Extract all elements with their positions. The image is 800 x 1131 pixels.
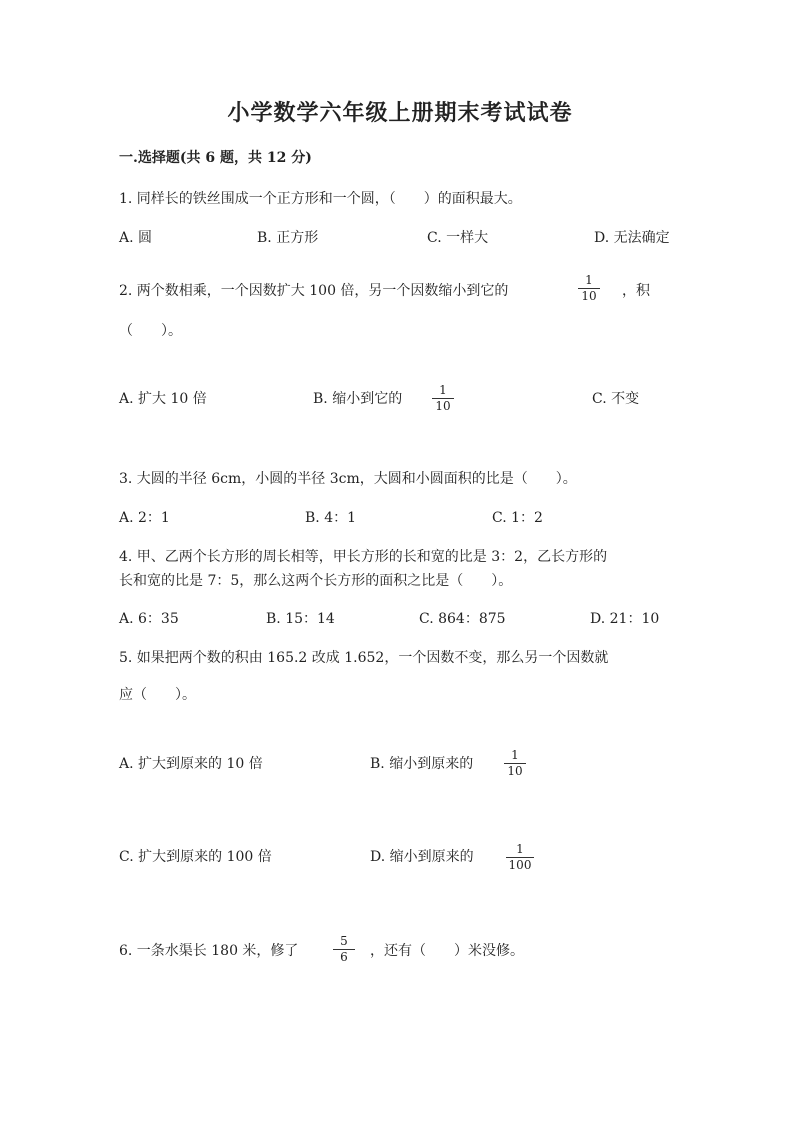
question-4-option-b: B. 15：14 [266, 611, 335, 627]
fraction-denominator: 10 [435, 399, 451, 413]
fraction-numerator: 1 [516, 842, 524, 856]
fraction-denominator: 100 [508, 858, 532, 872]
question-4-option-c: C. 864：875 [419, 611, 506, 627]
question-5-stem-line1: 5. 如果把两个数的积由 165.2 改成 1.652，一个因数不变，那么另一个因数就 [119, 650, 609, 666]
fraction-numerator: 1 [585, 273, 593, 287]
question-2-option-b-fraction [428, 384, 458, 413]
question-5-option-d: D. 缩小到原来的 [370, 849, 474, 865]
question-5-option-c: C. 扩大到原来的 100 倍 [119, 849, 272, 865]
question-2-stem-line2: （ ）。 [119, 323, 182, 339]
question-5-option-d-fraction [502, 843, 538, 872]
question-4-stem-line1: 4. 甲、乙两个长方形的周长相等，甲长方形的长和宽的比是 3：2，乙长方形的 [119, 549, 608, 565]
question-5-option-b-fraction [500, 749, 530, 778]
question-5-option-b: B. 缩小到原来的 [370, 756, 474, 772]
question-4-option-a: A. 6：35 [119, 611, 179, 627]
fraction-denominator: 10 [581, 289, 597, 303]
fraction-numerator: 5 [340, 934, 348, 948]
question-4-option-d: D. 21：10 [590, 611, 660, 627]
fraction-denominator: 10 [507, 764, 523, 778]
question-3-option-c: C. 1：2 [492, 510, 543, 526]
section-heading: 一.选择题(共 6 题，共 12 分) [119, 150, 312, 166]
question-1-option-a: A. 圆 [119, 230, 153, 246]
question-1-option-c: C. 一样大 [427, 230, 489, 246]
question-2-option-b: B. 缩小到它的 [313, 391, 403, 407]
fraction-denominator: 6 [340, 950, 348, 964]
question-1-option-d: D. 无法确定 [594, 230, 670, 246]
question-3-stem: 3. 大圆的半径 6cm，小圆的半径 3cm，大圆和小圆面积的比是（ ）。 [119, 471, 577, 487]
fraction-numerator: 1 [439, 383, 447, 397]
question-6-stem: 6. 一条水渠长 180 米，修了 [119, 943, 299, 959]
question-2-option-a: A. 扩大 10 倍 [119, 391, 207, 407]
question-3-option-a: A. 2：1 [119, 510, 170, 526]
exam-title: 小学数学六年级上册期末考试试卷 [227, 100, 573, 126]
question-2-stem: 2. 两个数相乘，一个因数扩大 100 倍，另一个因数缩小到它的 [119, 283, 509, 299]
question-2-option-c: C. 不变 [592, 391, 640, 407]
question-5-stem-line2: 应（ ）。 [119, 687, 196, 703]
question-4-stem-line2: 长和宽的比是 7：5，那么这两个长方形的面积之比是（ ）。 [119, 573, 513, 589]
question-6-stem-fraction [329, 935, 359, 964]
question-1-option-b: B. 正方形 [257, 230, 319, 246]
question-6-stem-tail: ，还有（ ）米没修。 [370, 943, 524, 959]
question-1-stem: 1. 同样长的铁丝围成一个正方形和一个圆，（ ）的面积最大。 [119, 191, 522, 207]
question-2-stem-fraction [574, 274, 604, 303]
question-2-stem-tail: ，积 [622, 283, 650, 299]
fraction-numerator: 1 [511, 748, 519, 762]
question-5-option-a: A. 扩大到原来的 10 倍 [119, 756, 263, 772]
question-3-option-b: B. 4：1 [305, 510, 357, 526]
